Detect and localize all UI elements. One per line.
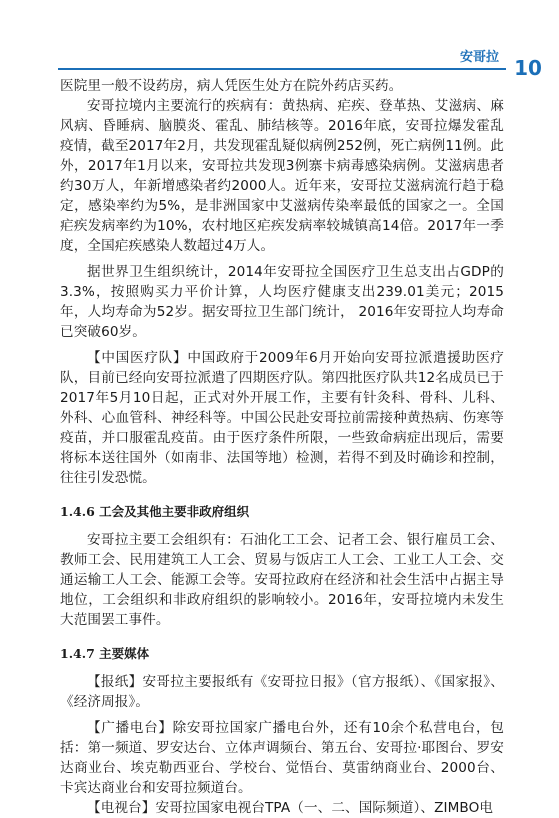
page-number: 10 — [514, 56, 542, 80]
section-heading-unions: 1.4.6 工会及其他主要非政府组织 — [60, 504, 250, 519]
paragraph-unions: 安哥拉主要工会组织有：石油化工工会、记者工会、银行雇员工会、教师工会、民用建筑工人工会、贸易与饭店工人工会、工业工人工会、交通运输工人工会、能源工会等。安哥拉政府在经济和社会生活中占据主导地位，工会组织和非政府组织的影响较小。2016年，安哥拉境内未发生大范围罢工事件。 — [60, 532, 504, 628]
header-rule — [58, 68, 506, 70]
paragraph-tv: 【电视台】安哥拉国家电视台TPA（一、二、国际频道）、ZIMBO电 — [87, 800, 494, 816]
header-title: 安哥拉 — [459, 50, 499, 65]
paragraph-diseases: 安哥拉境内主要流行的疾病有：黄热病、疟疾、登革热、艾滋病、麻风病、昏睡病、脑膜炎、霍乱、肺结核等。2016年底，安哥拉爆发霍乱疫情，截至2017年2月，共发现霍乱疑似病例252例，死亡病例11例。此外，2017年1月以来，安哥拉共发现3例寨卡病毒感染病例。艾滋病患者约30万人，年新增感染者约2000人。近年来，安哥拉艾滋病流行趋于稳定，感染率约为5%，是非洲国家中艾滋病传染率最低的国家之一。全国疟疾发病率约为10%，农村地区疟疾发病率较城镇高14倍。2017年一季度，全国疟疾感染人数超过4万人。 — [60, 98, 504, 254]
page-body — [60, 76, 504, 818]
paragraph-newspapers: 【报纸】安哥拉主要报纸有《安哥拉日报》（官方报纸）、《国家报》、《经济周报》。 — [60, 674, 504, 710]
section-heading-media: 1.4.7 主要媒体 — [60, 646, 150, 661]
paragraph-pharmacy: 医院里一般不设药房，病人凭医生处方在院外药店买药。 — [60, 78, 403, 94]
paragraph-radio: 【广播电台】除安哥拉国家广播电台外，还有10余个私营电台，包括：第一频道、罗安达台、立体声调频台、第五台、安哥拉·耶图台、罗安达商业台、埃克勒西亚台、学校台、觉悟台、莫雷纳商业台、2000台、卡宾达商业台和安哥拉频道台。 — [60, 720, 504, 796]
paragraph-health-spending: 据世界卫生组织统计，2014年安哥拉全国医疗卫生总支出占GDP的3.3%，按照购买力平价计算，人均医疗健康支出239.01美元；2015年，人均寿命为52岁。据安哥拉卫生部门统计， 2016年安哥拉人均寿命已突破60岁。 — [60, 264, 504, 340]
paragraph-chinese-medical-team: 【中国医疗队】中国政府于2009年6月开始向安哥拉派遣援助医疗队，目前已经向安哥拉派遣了四期医疗队。第四批医疗队共12名成员已于2017年5月10日起，正式对外开展工作，主要有针灸科、骨科、儿科、外科、心血管科、神经科等。中国公民赴安哥拉前需接种黄热病、伤寒等疫苗，并口服霍乱疫苗。由于医疗条件所限，一些致命病症出现后，需要将标本送往国外（如南非、法国等地）检测，若得不到及时确诊和控制，往往引发恐慌。 — [60, 350, 504, 486]
